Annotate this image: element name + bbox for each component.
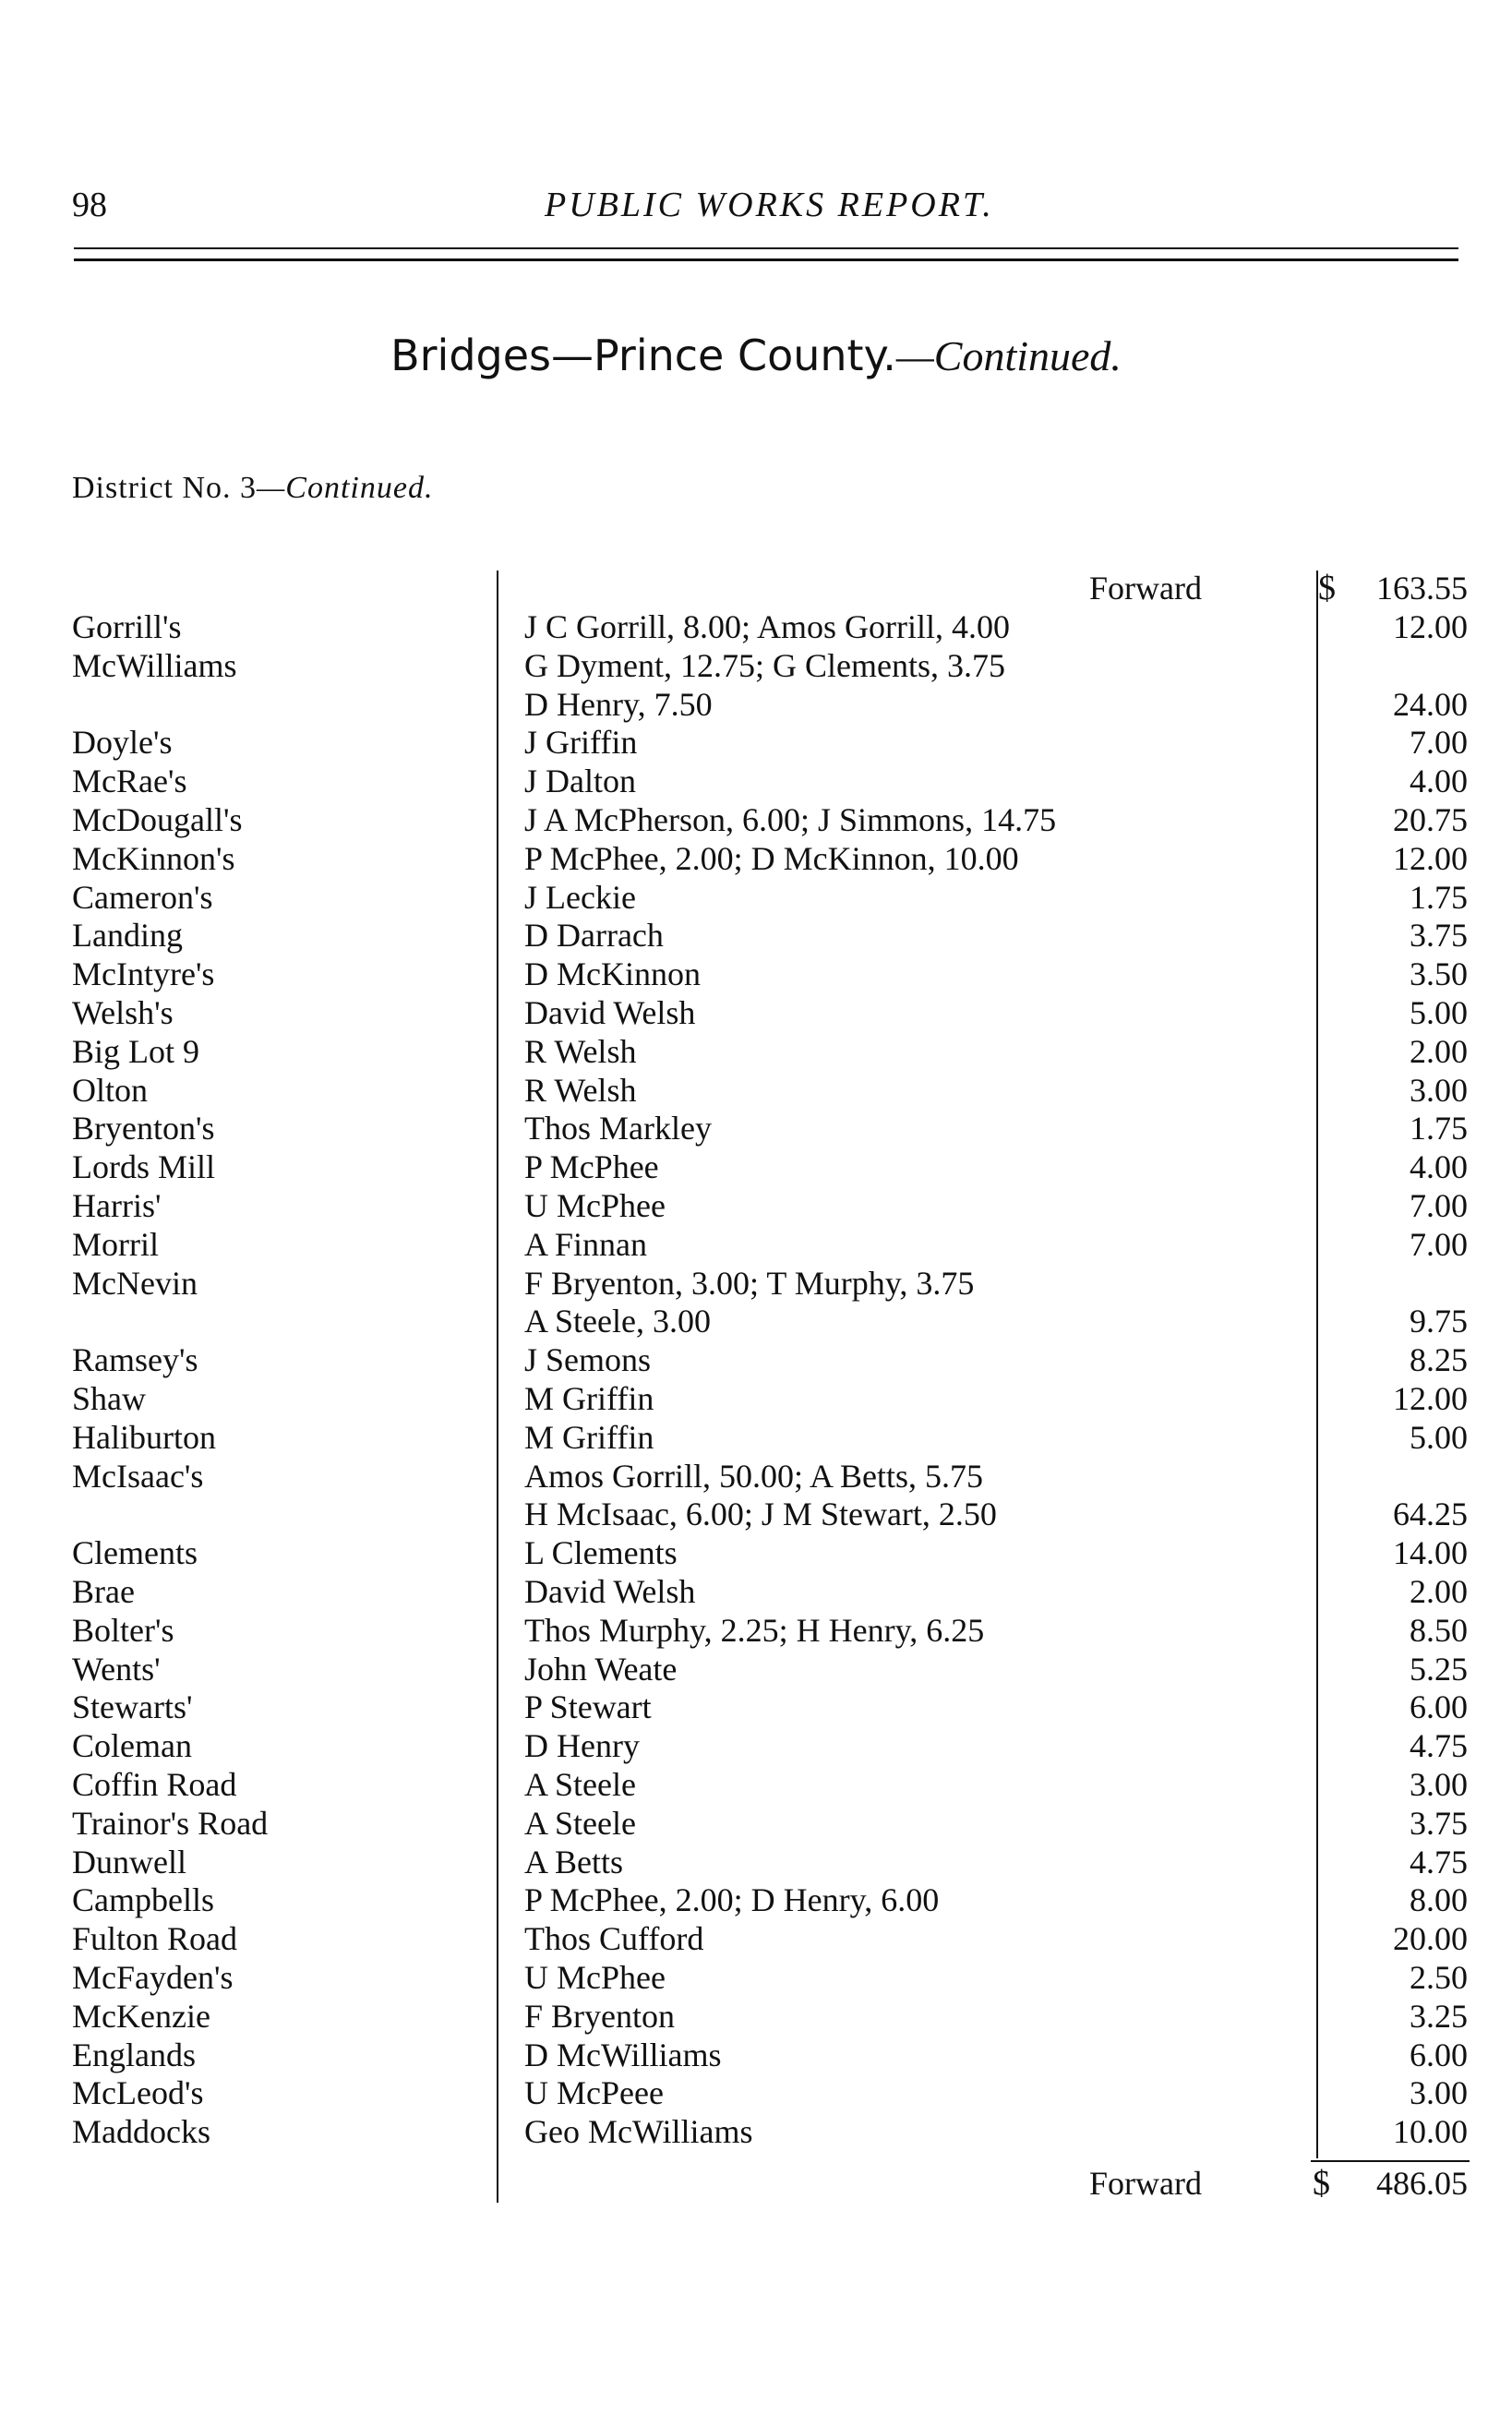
amount: 8.50 xyxy=(1410,1612,1468,1649)
payee-description: A Steele xyxy=(524,1766,636,1803)
bridge-name: Big Lot 9 xyxy=(72,1033,200,1070)
ledger-row xyxy=(0,800,1512,839)
ledger-row xyxy=(0,1611,1512,1650)
section-title-main: Bridges—Prince County. xyxy=(390,330,896,380)
ledger-row xyxy=(0,1997,1512,2036)
bridge-name: Lords Mill xyxy=(72,1148,216,1185)
ledger-row xyxy=(0,1264,1512,1303)
payee-description: D Darrach xyxy=(524,917,664,954)
payee-description: J A McPherson, 6.00; J Simmons, 14.75 xyxy=(524,801,1057,838)
payee-description: A Betts xyxy=(524,1844,624,1880)
payee-description: D Henry, 7.50 xyxy=(524,686,713,723)
amount: 12.00 xyxy=(1393,608,1468,645)
ledger-row xyxy=(0,1572,1512,1611)
bridge-name: McIntyre's xyxy=(72,955,215,992)
payee-description: F Bryenton, 3.00; T Murphy, 3.75 xyxy=(524,1265,975,1302)
amount: 20.00 xyxy=(1393,1920,1468,1957)
header-rule-bottom xyxy=(74,258,1458,261)
amount: 8.25 xyxy=(1410,1341,1468,1378)
ledger-row xyxy=(0,1958,1512,1997)
amount: 6.00 xyxy=(1410,2037,1468,2073)
payee-description: M Griffin xyxy=(524,1380,654,1417)
forward-top-dollar: $ xyxy=(1318,569,1336,607)
bridge-name: Gorrill's xyxy=(72,608,182,645)
bridge-name: Harris' xyxy=(72,1187,162,1224)
payee-description: F Bryenton xyxy=(524,1998,676,2035)
payee-description: R Welsh xyxy=(524,1072,637,1109)
bridge-name: McIsaac's xyxy=(72,1458,204,1495)
ledger-row xyxy=(0,1109,1512,1147)
payee-description: Geo McWilliams xyxy=(524,2113,753,2150)
ledger-row xyxy=(0,1919,1512,1958)
forward-bottom-amount: 486.05 xyxy=(1376,2165,1468,2202)
amount: 3.00 xyxy=(1410,2074,1468,2111)
district-heading xyxy=(72,471,433,506)
payee-description: J Semons xyxy=(524,1341,652,1378)
payee-description: Thos Murphy, 2.25; H Henry, 6.25 xyxy=(524,1612,985,1649)
amount: 3.75 xyxy=(1410,917,1468,954)
payee-description: A Finnan xyxy=(524,1226,648,1263)
bridge-name: Haliburton xyxy=(72,1419,216,1456)
ledger-row xyxy=(0,2073,1512,2112)
payee-description: D McKinnon xyxy=(524,955,701,992)
ledger-row xyxy=(0,1880,1512,1919)
forward-top-row xyxy=(0,569,1512,607)
payee-description: P Stewart xyxy=(524,1688,652,1725)
amount: 6.00 xyxy=(1410,1688,1468,1725)
ledger-row xyxy=(0,607,1512,646)
ledger-row xyxy=(0,1302,1512,1340)
amount: 64.25 xyxy=(1393,1496,1468,1532)
amount: 12.00 xyxy=(1393,1380,1468,1417)
bridge-name: Doyle's xyxy=(72,724,173,761)
amount: 1.75 xyxy=(1410,1110,1468,1147)
bridge-name: McDougall's xyxy=(72,801,243,838)
payee-description: M Griffin xyxy=(524,1419,654,1456)
bridge-name: McWilliams xyxy=(72,647,237,684)
forward-top-label: Forward xyxy=(1089,570,1202,607)
amount: 10.00 xyxy=(1393,2113,1468,2150)
payee-description: P McPhee, 2.00; D McKinnon, 10.00 xyxy=(524,840,1019,877)
ledger-row xyxy=(0,1457,1512,1496)
bridge-name: Englands xyxy=(72,2037,196,2073)
amount: 4.00 xyxy=(1410,763,1468,799)
amount: 3.75 xyxy=(1410,1805,1468,1842)
bridge-name: Stewarts' xyxy=(72,1688,193,1725)
forward-bottom-row xyxy=(0,2164,1512,2203)
forward-bottom-label: Forward xyxy=(1089,2165,1202,2202)
amount: 7.00 xyxy=(1410,1226,1468,1263)
amount: 5.00 xyxy=(1410,1419,1468,1456)
payee-description: L Clements xyxy=(524,1534,678,1571)
payee-description: J C Gorrill, 8.00; Amos Gorrill, 4.00 xyxy=(524,608,1011,645)
ledger-row xyxy=(0,1147,1512,1186)
bridge-name: Coleman xyxy=(72,1727,192,1764)
payee-description: J Dalton xyxy=(524,763,636,799)
ledger-row xyxy=(0,2036,1512,2074)
forward-bottom-dollar: $ xyxy=(1313,2164,1330,2203)
payee-description: David Welsh xyxy=(524,994,696,1031)
ledger-row xyxy=(0,723,1512,762)
amount: 2.00 xyxy=(1410,1573,1468,1610)
amount: 9.75 xyxy=(1410,1303,1468,1340)
amount: 3.00 xyxy=(1410,1766,1468,1803)
ledger-row xyxy=(0,839,1512,878)
ledger-row xyxy=(0,1340,1512,1379)
ledger-row xyxy=(0,1418,1512,1457)
ledger-row xyxy=(0,1186,1512,1225)
bridge-name: McKinnon's xyxy=(72,840,235,877)
total-rule xyxy=(1311,2160,1470,2162)
payee-description: A Steele xyxy=(524,1805,636,1842)
payee-description: D McWilliams xyxy=(524,2037,722,2073)
ledger-row xyxy=(0,1495,1512,1533)
bridge-name: Clements xyxy=(72,1534,198,1571)
payee-description: John Weate xyxy=(524,1651,678,1688)
amount: 1.75 xyxy=(1410,879,1468,916)
bridge-name: McLeod's xyxy=(72,2074,204,2111)
amount: 8.00 xyxy=(1410,1881,1468,1918)
amount: 3.00 xyxy=(1410,1072,1468,1109)
bridge-name: Coffin Road xyxy=(72,1766,237,1803)
amount: 7.00 xyxy=(1410,1187,1468,1224)
district-continued: —Continued. xyxy=(257,471,434,505)
payee-description: U McPhee xyxy=(524,1187,666,1224)
forward-top-amount: 163.55 xyxy=(1376,570,1468,607)
amount: 5.00 xyxy=(1410,994,1468,1031)
amount: 20.75 xyxy=(1393,801,1468,838)
section-title xyxy=(0,330,1512,380)
ledger-row xyxy=(0,993,1512,1032)
amount: 2.00 xyxy=(1410,1033,1468,1070)
bridge-name: Welsh's xyxy=(72,994,174,1031)
amount: 5.25 xyxy=(1410,1651,1468,1688)
payee-description: Thos Cufford xyxy=(524,1920,704,1957)
bridge-name: Trainor's Road xyxy=(72,1805,269,1842)
bridge-name: Bryenton's xyxy=(72,1110,215,1147)
payee-description: D Henry xyxy=(524,1727,640,1764)
amount: 24.00 xyxy=(1393,686,1468,723)
ledger-row xyxy=(0,1688,1512,1726)
payee-description: R Welsh xyxy=(524,1033,637,1070)
ledger-row xyxy=(0,646,1512,685)
ledger-row xyxy=(0,1032,1512,1071)
payee-description: P McPhee xyxy=(524,1148,659,1185)
bridge-name: Campbells xyxy=(72,1881,214,1918)
amount: 14.00 xyxy=(1393,1534,1468,1571)
ledger-row xyxy=(0,955,1512,993)
ledger-row xyxy=(0,1650,1512,1688)
bridge-name: Cameron's xyxy=(72,879,213,916)
ledger-row xyxy=(0,2112,1512,2151)
bridge-name: Fulton Road xyxy=(72,1920,238,1957)
bridge-name: Bolter's xyxy=(72,1612,174,1649)
amount: 12.00 xyxy=(1393,840,1468,877)
ledger-row xyxy=(0,1726,1512,1765)
payee-description: P McPhee, 2.00; D Henry, 6.00 xyxy=(524,1881,940,1918)
amount: 4.75 xyxy=(1410,1844,1468,1880)
bridge-name: Olton xyxy=(72,1072,149,1109)
payee-description: J Griffin xyxy=(524,724,638,761)
amount: 2.50 xyxy=(1410,1959,1468,1996)
ledger-row xyxy=(0,1071,1512,1110)
payee-description: J Leckie xyxy=(524,879,636,916)
payee-description: Amos Gorrill, 50.00; A Betts, 5.75 xyxy=(524,1458,984,1495)
bridge-name: McFayden's xyxy=(72,1959,234,1996)
payee-description: U McPhee xyxy=(524,1959,666,1996)
ledger-row xyxy=(0,685,1512,724)
district-label: District No. 3 xyxy=(72,471,258,505)
amount: 3.50 xyxy=(1410,955,1468,992)
bridge-name: McNevin xyxy=(72,1265,198,1302)
bridge-name: Landing xyxy=(72,917,183,954)
bridge-name: Dunwell xyxy=(72,1844,186,1880)
ledger-row xyxy=(0,878,1512,917)
ledger-row xyxy=(0,1804,1512,1843)
bridge-name: Brae xyxy=(72,1573,135,1610)
running-title: PUBLIC WORKS REPORT. xyxy=(545,186,994,224)
payee-description: A Steele, 3.00 xyxy=(524,1303,711,1340)
payee-description: Thos Markley xyxy=(524,1110,712,1147)
payee-description: G Dyment, 12.75; G Clements, 3.75 xyxy=(524,647,1005,684)
ledger-row xyxy=(0,1765,1512,1804)
ledger-row xyxy=(0,916,1512,955)
amount: 7.00 xyxy=(1410,724,1468,761)
header-rule-top xyxy=(74,247,1458,249)
bridge-name: McKenzie xyxy=(72,1998,210,2035)
bridge-name: Wents' xyxy=(72,1651,161,1688)
amount: 4.00 xyxy=(1410,1148,1468,1185)
amount: 4.75 xyxy=(1410,1727,1468,1764)
ledger-row xyxy=(0,1533,1512,1572)
bridge-name: Ramsey's xyxy=(72,1341,198,1378)
page-number: 98 xyxy=(72,186,107,224)
payee-description: U McPeee xyxy=(524,2074,664,2111)
bridge-name: McRae's xyxy=(72,763,187,799)
section-title-continued: —Continued. xyxy=(895,332,1122,379)
amount: 3.25 xyxy=(1410,1998,1468,2035)
ledger-row xyxy=(0,1843,1512,1881)
bridge-name: Maddocks xyxy=(72,2113,210,2150)
payee-description: H McIsaac, 6.00; J M Stewart, 2.50 xyxy=(524,1496,997,1532)
bridge-name: Shaw xyxy=(72,1380,146,1417)
payee-description: David Welsh xyxy=(524,1573,696,1610)
ledger-row xyxy=(0,1379,1512,1418)
ledger-row xyxy=(0,1225,1512,1264)
bridge-name: Morril xyxy=(72,1226,159,1263)
ledger-row xyxy=(0,762,1512,800)
